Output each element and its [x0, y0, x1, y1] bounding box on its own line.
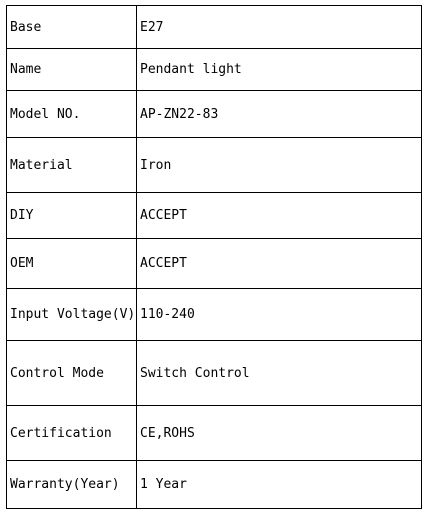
- row-value: ACCEPT: [137, 193, 422, 239]
- table-row: [7, 49, 422, 91]
- table-row: [7, 341, 422, 406]
- table-row: [7, 193, 422, 239]
- table-row: [7, 239, 422, 289]
- row-label: Model NO.: [7, 91, 137, 138]
- row-label: Name: [7, 49, 137, 91]
- row-value: Switch Control: [137, 341, 422, 406]
- row-label: Base: [7, 6, 137, 49]
- row-label: Warranty(Year): [7, 461, 137, 509]
- table-row: [7, 91, 422, 138]
- row-value: E27: [137, 6, 422, 49]
- row-value: 1 Year: [137, 461, 422, 509]
- table-row: [7, 461, 422, 509]
- row-value: Iron: [137, 138, 422, 193]
- row-label: Material: [7, 138, 137, 193]
- row-value: CE,ROHS: [137, 406, 422, 461]
- row-label: Input Voltage(V): [7, 289, 137, 341]
- row-label: Control Mode: [7, 341, 137, 406]
- row-label: DIY: [7, 193, 137, 239]
- table-row: [7, 406, 422, 461]
- row-value: AP-ZN22-83: [137, 91, 422, 138]
- row-value: ACCEPT: [137, 239, 422, 289]
- table-row: [7, 138, 422, 193]
- row-label: Certification: [7, 406, 137, 461]
- row-label: OEM: [7, 239, 137, 289]
- row-value: Pendant light: [137, 49, 422, 91]
- table-row: [7, 289, 422, 341]
- row-value: 110-240: [137, 289, 422, 341]
- table-row: [7, 6, 422, 49]
- spec-table: [6, 5, 422, 509]
